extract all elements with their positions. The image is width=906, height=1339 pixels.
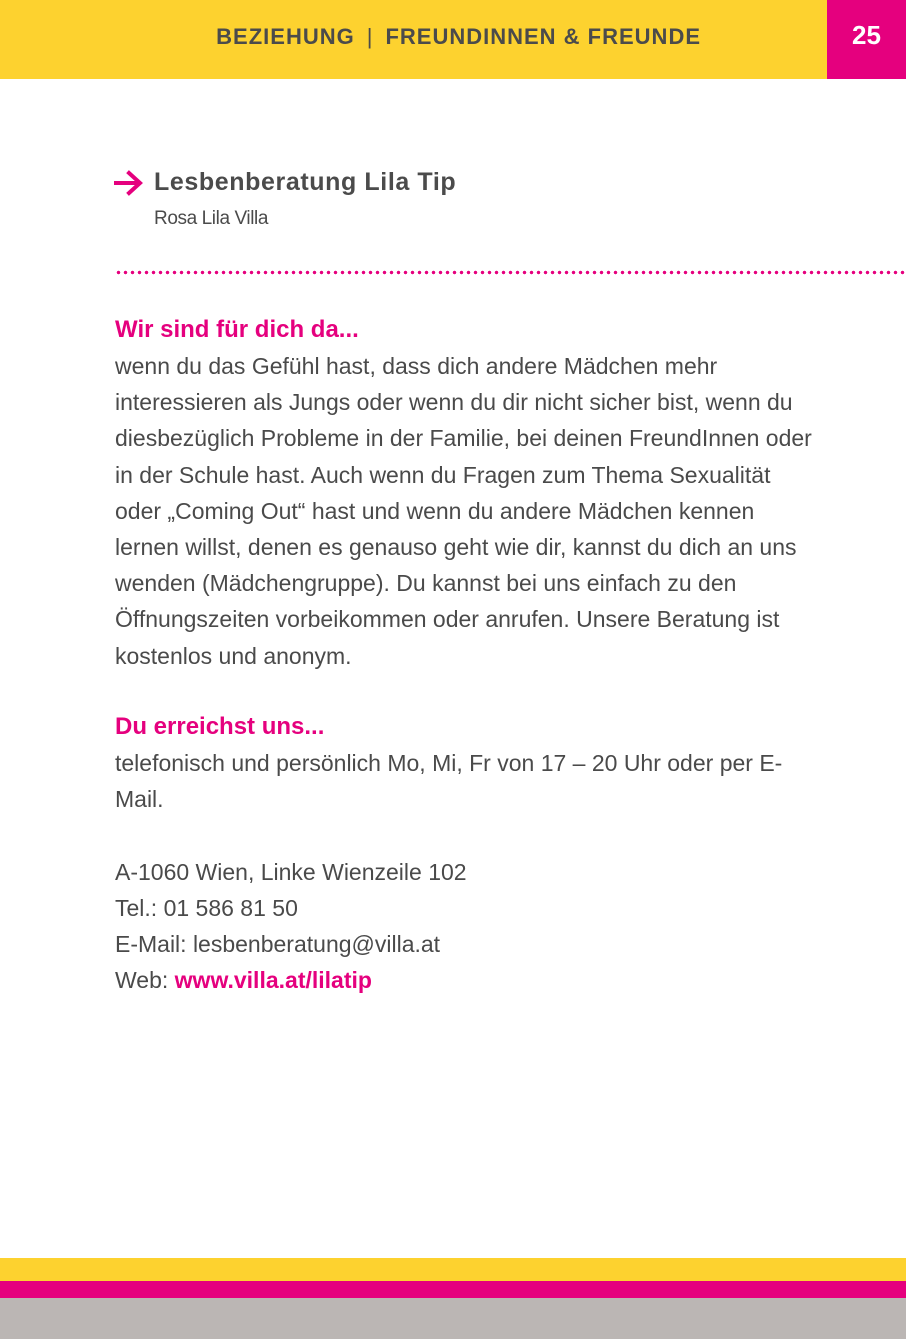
contact-phone: Tel.: 01 586 81 50 bbox=[115, 895, 298, 921]
dotted-divider bbox=[115, 270, 906, 275]
contact-web bbox=[115, 967, 372, 994]
footer-grey-stripe bbox=[0, 1298, 906, 1339]
arrow-right-icon bbox=[114, 170, 144, 196]
page-number-box bbox=[827, 0, 906, 79]
contact-email: E-Mail: lesbenberatung@villa.at bbox=[115, 931, 441, 957]
organization-subtitle: Rosa Lila Villa bbox=[154, 208, 269, 229]
footer-pink-stripe bbox=[0, 1281, 906, 1298]
header-bar bbox=[0, 0, 827, 79]
header-subsection: FREUNDINNEN & FREUNDE bbox=[385, 24, 701, 49]
section-text-wir-sind-da: wenn du das Gefühl hast, dass dich andere Mädchen mehr interessieren als Jungs oder wenn du dir nicht sicher bist, wenn du diesbezüglich Probleme in der Familie, bei deinen FreundInnen oder in der Schule hast. Auch wenn du Fragen zum Thema Sexualität oder „Coming Out“ hast und wenn du andere Mädchen kennen lernen willst, denen es genauso geht wie dir, kannst du dich an uns wenden (Mädchengruppe). Du kannst bei uns einfach zu den Öffnungszeiten vorbeikommen oder anrufen. Unsere Beratung ist kostenlos und anonym. bbox=[115, 353, 812, 669]
section-heading-erreichst-uns: Du erreichst uns... bbox=[115, 713, 325, 740]
header-section: BEZIEHUNG bbox=[216, 24, 355, 49]
contact-address: A-1060 Wien, Linke Wienzeile 102 bbox=[115, 859, 467, 885]
organization-title: Lesbenberatung Lila Tip bbox=[154, 168, 457, 196]
header-separator: | bbox=[366, 24, 374, 49]
web-link[interactable]: www.villa.at/lilatip bbox=[174, 967, 372, 993]
header-title bbox=[216, 24, 701, 50]
web-label: Web: bbox=[115, 967, 169, 993]
page-number: 25 bbox=[852, 20, 881, 50]
section-heading-wir-sind-da: Wir sind für dich da... bbox=[115, 316, 359, 343]
section-text-erreichst-uns: telefonisch und persönlich Mo, Mi, Fr von 17 – 20 Uhr oder per E-Mail. bbox=[115, 750, 783, 813]
footer-yellow-stripe bbox=[0, 1258, 906, 1281]
